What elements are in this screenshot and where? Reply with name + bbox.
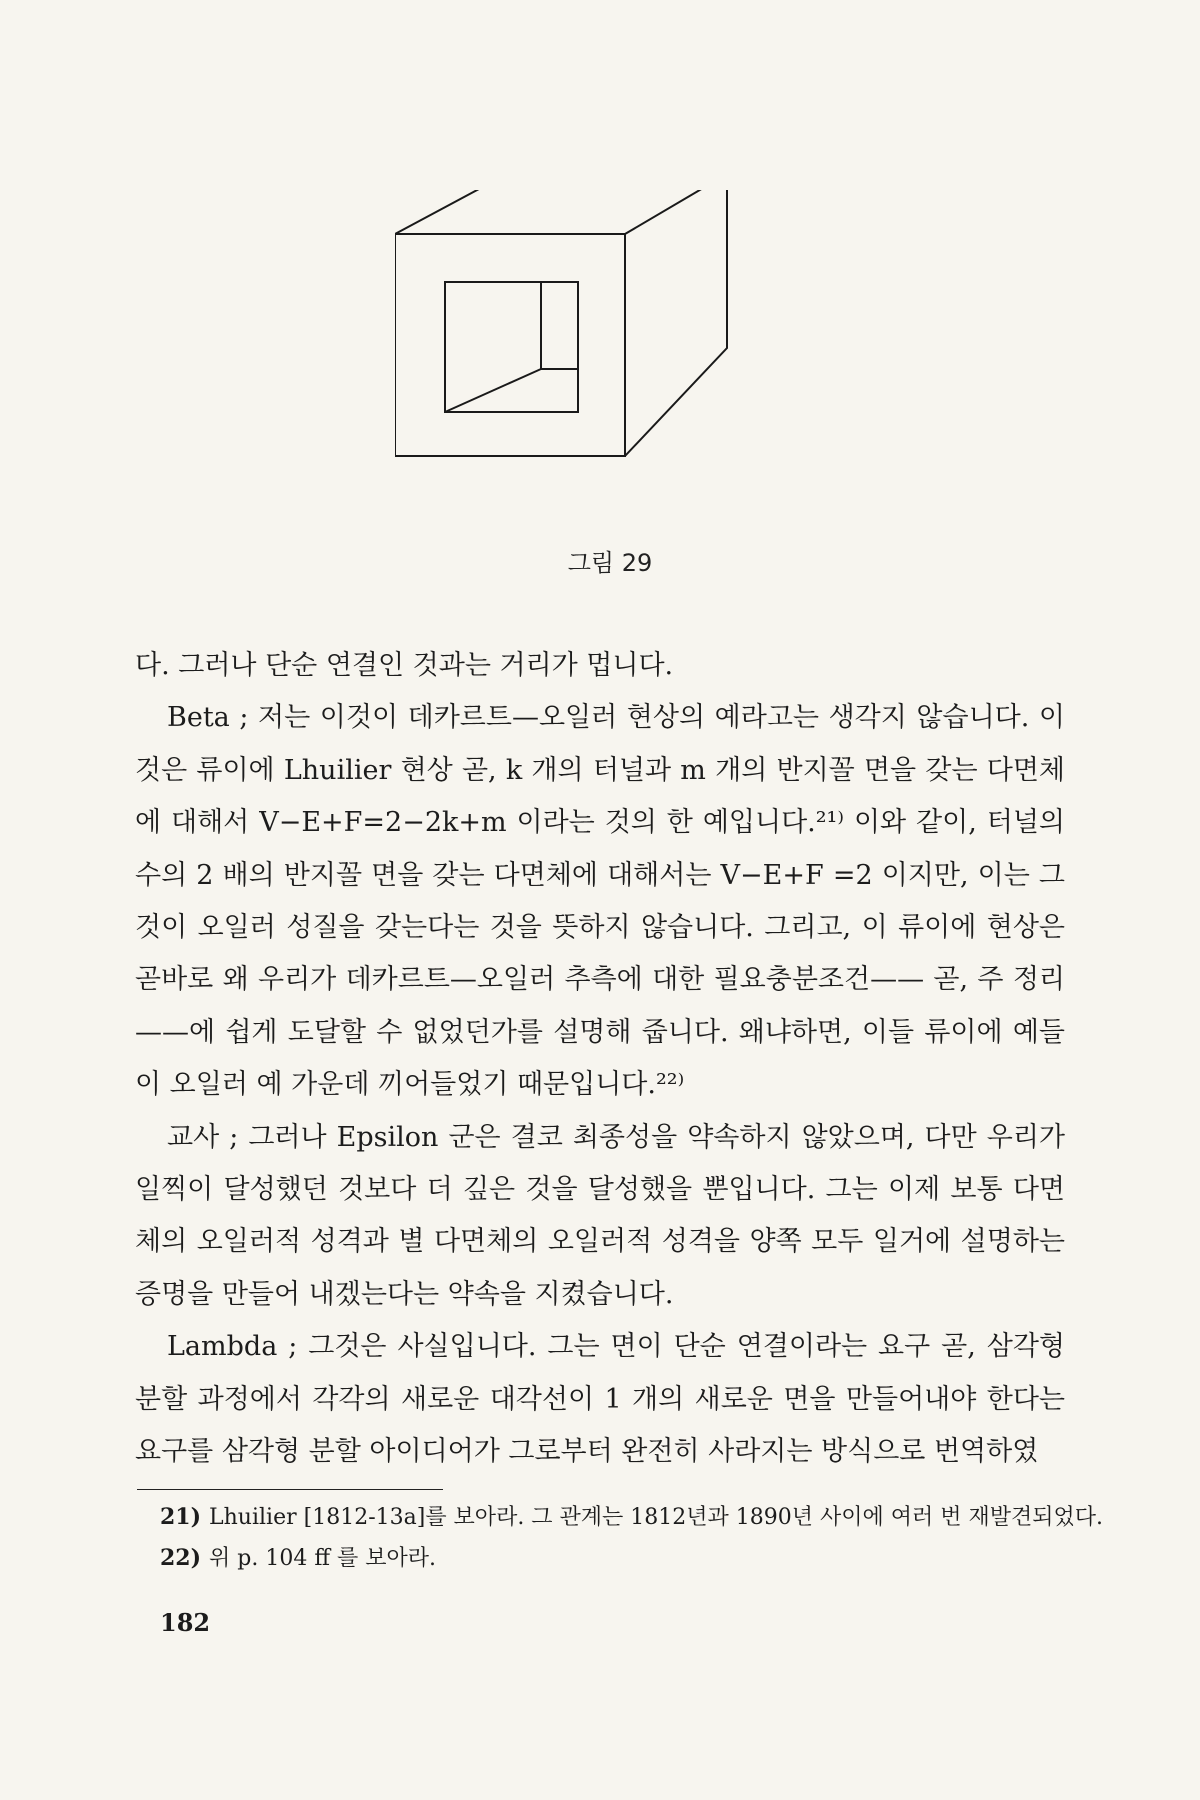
figure-29 — [395, 190, 835, 540]
paragraph-teacher: 교사 ; 그러나 Epsilon 군은 결코 최종성을 약속하지 않았으며, 다만 우리가 일찍이 달성했던 것보다 더 깊은 것을 달성했을 뿐입니다. 그는 이제 보통 다면체의 오일러적 성격과 별 다면체의 오일러적 성격을 양쪽 모두 일거에 설명하는 증명을 만들어 내겠는다는 약속을 지켰습니다. — [135, 1121, 1065, 1310]
page-number: 182 — [160, 1608, 211, 1637]
footnote-text: 위 p. 104 ff 를 보아라. — [209, 1546, 436, 1571]
cube-with-square-tunnel-icon — [395, 190, 835, 540]
tunnel-opening — [445, 282, 578, 412]
footnote-number: 22) — [160, 1545, 202, 1571]
paragraph-beta: Beta ; 저는 이것이 데카르트—오일러 현상의 예라고는 생각지 않습니다. 이것은 류이에 Lhuilier 현상 곧, k 개의 터널과 m 개의 반지꼴 면을 갖는 다면체에 대해서 V−E+F=2−2k+m 이라는 것의 한 예입니다.²¹⁾ 이와 같이, 터널의 수의 2 배의 반지꼴 면을 갖는 다면체에 대해서는 V−E+F =2 이지만, 이는 그것이 오일러 성질을 갖는다는 것을 뜻하지 않습니다. 그리고, 이 류이에 현상은 곧바로 왜 우리가 데카르트—오일러 추측에 대한 필요충분조건—— 곧, 주 정리——에 쉽게 도달할 수 없었던가를 설명해 줍니다. 왜냐하면, 이들 류이에 예들이 오일러 예 가운데 끼어들었기 때문입니다.²²⁾ — [135, 702, 1065, 1101]
cube-top-face — [395, 190, 727, 234]
footnote — [160, 1497, 1104, 1538]
body-text — [135, 640, 1065, 1479]
footnotes — [160, 1497, 1104, 1579]
cube-right-face — [625, 190, 727, 456]
tunnel-back-square — [541, 282, 578, 369]
footnote — [160, 1538, 1060, 1579]
tunnel-edge — [445, 369, 541, 412]
cube-front-face — [395, 234, 625, 456]
footnote-divider — [137, 1489, 443, 1490]
paragraph: 다. 그러나 단순 연결인 것과는 거리가 멉니다. — [135, 650, 674, 681]
paragraph-lambda: Lambda ; 그것은 사실입니다. 그는 면이 단순 연결이라는 요구 곧, 삼각형 분할 과정에서 각각의 새로운 대각선이 1 개의 새로운 면을 만들어내야 한다는 요구를 삼각형 분할 아이디어가 그로부터 완전히 사라지는 방식으로 번역하였 — [135, 1331, 1065, 1468]
figure-caption: 그림 29 — [567, 549, 653, 577]
footnote-text: Lhuilier [1812-13a]를 보아라. 그 관계는 1812년과 1890년 사이에 여러 번 재발견되었다. — [209, 1505, 1104, 1530]
footnote-number: 21) — [160, 1504, 202, 1530]
